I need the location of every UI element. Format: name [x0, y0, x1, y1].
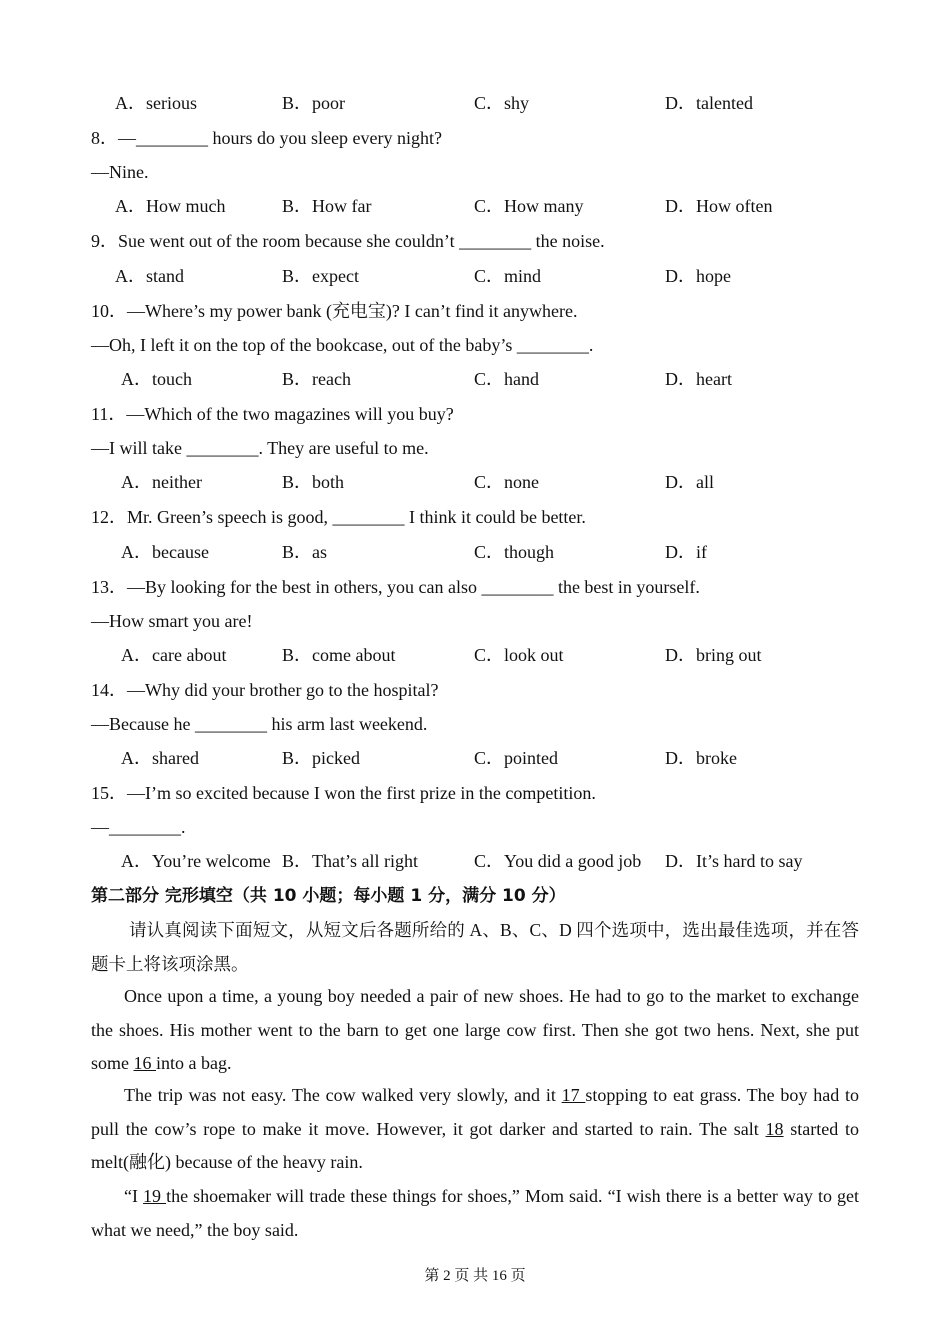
passage-text: into a bag.: [156, 1053, 232, 1073]
q8-option-d: D．How often: [665, 196, 773, 216]
page-footer: 第 2 页 共 16 页: [424, 1268, 526, 1284]
q8-option-b: B．How far: [282, 196, 372, 216]
q8-option-a: A．How much: [115, 196, 226, 216]
q9-option-d: D．hope: [665, 266, 731, 286]
q15-stem: 15．—I’m so excited because I won the first prize in the competition.: [91, 783, 596, 803]
q8-option-c: C．How many: [474, 196, 584, 216]
q14-reply: —Because he ________ his arm last weekend.: [91, 714, 428, 734]
q12-option-b: B．as: [282, 542, 327, 562]
q7-option-a: A．serious: [115, 93, 197, 113]
q13-option-d: D．bring out: [665, 645, 762, 665]
q11-stem: 11．—Which of the two magazines will you buy?: [91, 404, 454, 424]
q10-stem: 10．—Where’s my power bank (充电宝)? I can’t find it anywhere.: [91, 301, 578, 321]
q13-reply: —How smart you are!: [91, 611, 253, 631]
q7-option-b: B．poor: [282, 93, 345, 113]
passage-text: The trip was not easy. The cow walked very slowly, and it: [124, 1085, 562, 1105]
blank-19: 19: [143, 1186, 167, 1206]
q15-reply: —________.: [91, 817, 186, 837]
blank-17: 17: [561, 1085, 586, 1105]
q15-option-a: A．You’re welcome: [121, 851, 271, 871]
q14-option-a: A．shared: [121, 748, 199, 768]
q12-stem: 12．Mr. Green’s speech is good, ________ I think it could be better.: [91, 507, 586, 527]
q11-reply: —I will take ________. They are useful to me.: [91, 438, 429, 458]
blank-16: 16: [133, 1053, 156, 1073]
q7-option-c: C．shy: [474, 93, 530, 113]
q10-option-d: D．heart: [665, 369, 732, 389]
q13-option-b: B．come about: [282, 645, 396, 665]
q10-reply: —Oh, I left it on the top of the bookcase, out of the baby’s ________.: [91, 335, 594, 355]
passage-paragraph-2: [91, 1079, 859, 1180]
q11-option-a: A．neither: [121, 472, 202, 492]
part2-heading: 第二部分 完形填空（共 10 小题；每小题 1 分，满分 10 分）: [91, 886, 566, 906]
q8-stem: 8．—________ hours do you sleep every night?: [91, 128, 442, 148]
passage-paragraph-1: [91, 980, 859, 1081]
q15-option-c: C．You did a good job: [474, 851, 642, 871]
blank-18: 18: [765, 1118, 784, 1139]
q13-option-a: A．care about: [121, 645, 227, 665]
q9-option-c: C．mind: [474, 266, 542, 286]
q11-option-d: D．all: [665, 472, 714, 492]
q8-reply: —Nine.: [91, 162, 149, 182]
passage-paragraph-3: [91, 1180, 859, 1247]
q12-option-c: C．though: [474, 542, 555, 562]
q10-option-b: B．reach: [282, 369, 351, 389]
q13-option-c: C．look out: [474, 645, 564, 665]
passage-text: started to melt(融化) because of the heavy rain.: [91, 1118, 860, 1172]
q10-option-c: C．hand: [474, 369, 539, 389]
q14-option-d: D．broke: [665, 748, 737, 768]
q13-stem: 13．—By looking for the best in others, you can also ________ the best in yourself.: [91, 577, 700, 597]
q9-option-b: B．expect: [282, 266, 359, 286]
q9-option-a: A．stand: [115, 266, 184, 286]
q9-stem: 9．Sue went out of the room because she couldn’t ________ the noise.: [91, 231, 605, 251]
q11-option-b: B．both: [282, 472, 345, 492]
q10-option-a: A．touch: [121, 369, 192, 389]
passage-text: Once upon a time, a young boy needed a pair of new shoes. He had to go to the market to exchange the shoes. His mother went to the barn to get one large cow first. Then she got two hens. Next, she put some: [91, 986, 859, 1073]
q14-stem: 14．—Why did your brother go to the hospital?: [91, 680, 439, 700]
passage-text: the shoemaker will trade these things for shoes,” Mom said. “I wish there is a better way to get what we need,” the boy said.: [91, 1186, 859, 1240]
q12-option-d: D．if: [665, 542, 707, 562]
q7-option-d: D．talented: [665, 93, 753, 113]
passage-text: stopping to eat grass. The boy had to pull the cow’s rope to make it move. However, it got darker and started to rain. The salt: [91, 1085, 859, 1139]
part2-instruction: 请认真阅读下面短文，从短文后各题所给的 A、B、C、D 四个选项中，选出最佳选项，并在答题卡上将该项涂黑。: [91, 920, 859, 974]
q12-option-a: A．because: [121, 542, 209, 562]
q15-option-b: B．That’s all right: [282, 851, 418, 871]
passage-text: “I: [124, 1186, 144, 1206]
q11-option-c: C．none: [474, 472, 539, 492]
q14-option-b: B．picked: [282, 748, 360, 768]
q14-option-c: C．pointed: [474, 748, 558, 768]
q15-option-d: D．It’s hard to say: [665, 851, 803, 871]
